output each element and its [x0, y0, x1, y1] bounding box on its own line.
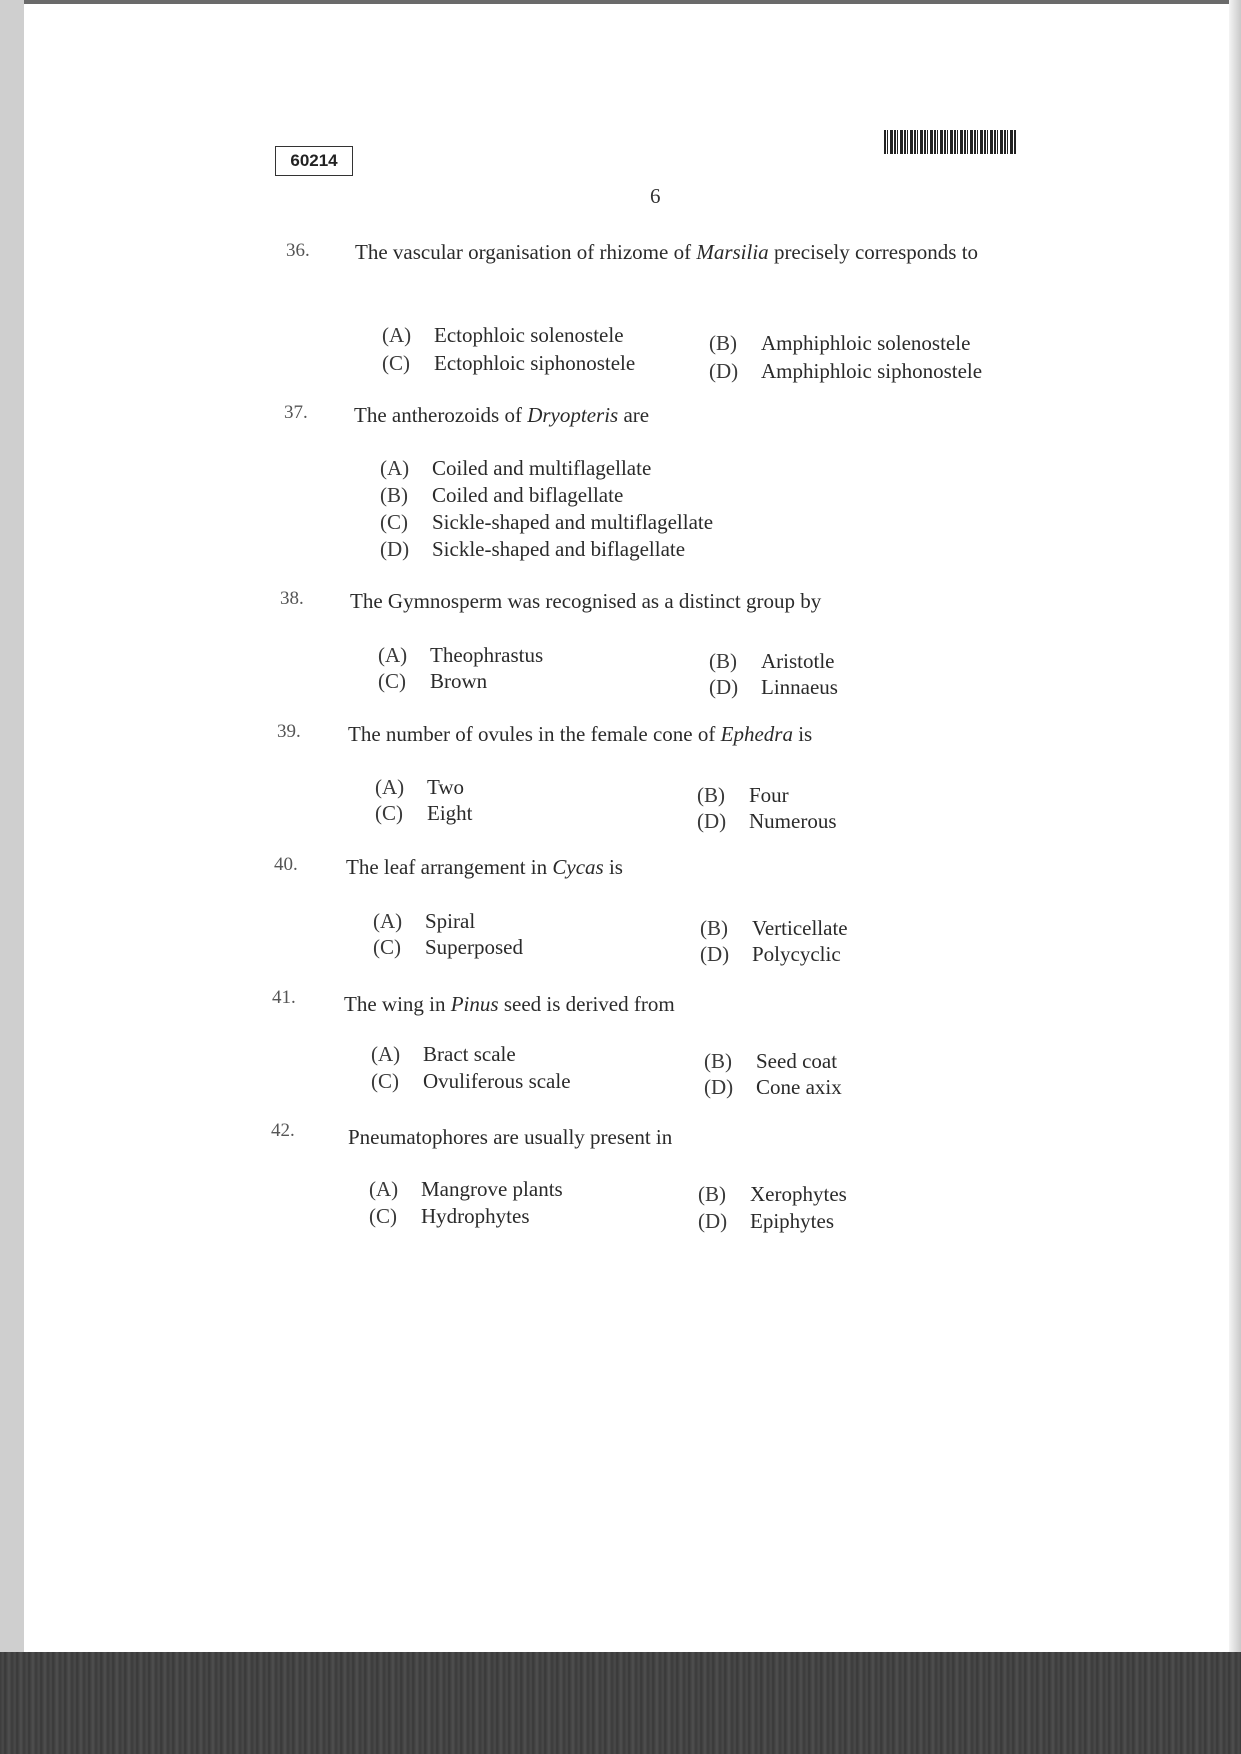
option-label: (C): [378, 669, 406, 693]
option-c: [371, 1069, 571, 1094]
option-d: [709, 675, 838, 700]
question-text-part: The Gymnosperm was recognised as a distinct group by: [350, 589, 822, 613]
scan-edge-bottom: [0, 1652, 1241, 1754]
option-d: [698, 1209, 834, 1234]
option-text: Eight: [427, 801, 473, 825]
option-c: [378, 669, 487, 694]
question-number: 38.: [280, 588, 304, 609]
question-number: 39.: [277, 721, 301, 742]
question-text-part: Pneumatophores are usually present in: [348, 1125, 673, 1149]
scan-edge-right: [1229, 0, 1241, 1652]
question-number: 37.: [284, 402, 308, 423]
barcode-image: [884, 130, 1016, 154]
question-text-italic: Dryopteris: [527, 403, 619, 427]
question-text: [344, 992, 675, 1017]
option-label: (D): [704, 1075, 734, 1099]
option-label: (A): [369, 1177, 399, 1201]
option-d: [380, 537, 685, 562]
option-text: Theophrastus: [430, 643, 544, 667]
option-d: [709, 359, 982, 384]
question-text: [350, 589, 821, 614]
option-label: (D): [709, 359, 739, 383]
option-text: Cone axix: [756, 1075, 842, 1099]
option-label: (C): [373, 935, 401, 959]
option-label: (A): [382, 323, 412, 347]
question-number: 36.: [286, 240, 310, 261]
question-text-italic: Marsilia: [696, 240, 769, 264]
option-label: (C): [382, 351, 410, 375]
option-text: Ovuliferous scale: [423, 1069, 571, 1093]
option-label: (D): [697, 809, 727, 833]
question-number: 41.: [272, 987, 296, 1008]
option-text: Brown: [430, 669, 488, 693]
option-d: [704, 1075, 842, 1100]
question-text-part: precisely corresponds to: [768, 240, 979, 264]
option-label: (A): [371, 1042, 401, 1066]
option-text: Hydrophytes: [421, 1204, 530, 1228]
question-text-italic: Pinus: [450, 992, 499, 1016]
option-a: [371, 1042, 516, 1067]
option-text: Amphiphloic solenostele: [761, 331, 971, 355]
option-a: [369, 1177, 563, 1202]
option-d: [700, 942, 841, 967]
option-b: [700, 916, 848, 941]
option-label: (C): [371, 1069, 399, 1093]
option-text: Polycyclic: [752, 942, 841, 966]
question-text-part: The antherozoids of: [354, 403, 528, 427]
page-number: 6: [650, 184, 661, 208]
option-text: Xerophytes: [750, 1182, 847, 1206]
option-text: Two: [427, 775, 465, 799]
option-text: Ectophloic siphonostele: [434, 351, 636, 375]
option-a: [373, 909, 475, 934]
option-b: [709, 649, 835, 674]
option-label: (B): [697, 783, 725, 807]
option-label: (B): [709, 331, 737, 355]
option-label: (C): [369, 1204, 397, 1228]
option-label: (D): [700, 942, 730, 966]
question-text-italic: Ephedra: [720, 722, 793, 746]
option-label: (D): [380, 537, 410, 561]
option-label: (A): [375, 775, 405, 799]
option-label: (D): [698, 1209, 728, 1233]
question-text-part: The wing in: [344, 992, 451, 1016]
option-text: Sickle-shaped and biflagellate: [432, 537, 686, 561]
question-text-part: The vascular organisation of rhizome of: [355, 240, 697, 264]
option-c: [369, 1204, 530, 1229]
option-label: (C): [375, 801, 403, 825]
option-label: (D): [709, 675, 739, 699]
option-b: [697, 783, 789, 808]
option-label: (A): [378, 643, 408, 667]
option-text: Four: [749, 783, 789, 807]
option-label: (B): [380, 483, 408, 507]
option-b: [709, 331, 970, 356]
question-text-part: is: [603, 855, 623, 879]
paper-code: 60214: [275, 146, 353, 176]
question-text-italic: Cycas: [552, 855, 604, 879]
question-text: [354, 403, 649, 428]
question-text: [346, 855, 623, 880]
option-label: (B): [698, 1182, 726, 1206]
option-b: [380, 483, 623, 508]
question-text-part: is: [792, 722, 813, 746]
option-text: Aristotle: [761, 649, 835, 673]
option-text: Verticellate: [752, 916, 848, 940]
option-b: [698, 1182, 847, 1207]
option-text: Numerous: [749, 809, 837, 833]
option-text: Ectophloic solenostele: [434, 323, 624, 347]
option-a: [380, 456, 651, 481]
option-c: [382, 351, 635, 376]
option-text: Epiphytes: [750, 1209, 834, 1233]
option-label: (B): [709, 649, 737, 673]
option-label: (A): [380, 456, 410, 480]
question-text-part: seed is derived from: [498, 992, 675, 1016]
option-d: [697, 809, 837, 834]
scan-edge-top: [24, 0, 1241, 4]
option-text: Mangrove plants: [421, 1177, 563, 1201]
question-text: [355, 240, 1027, 264]
option-text: Amphiphloic siphonostele: [761, 359, 983, 383]
option-label: (B): [704, 1049, 732, 1073]
option-a: [378, 643, 543, 668]
option-text: Superposed: [425, 935, 523, 959]
question-text: [348, 722, 812, 747]
option-a: [382, 323, 624, 348]
option-a: [375, 775, 464, 800]
question-number: 40.: [274, 854, 298, 875]
option-text: Sickle-shaped and multiflagellate: [432, 510, 714, 534]
question-text-part: The leaf arrangement in: [346, 855, 553, 879]
option-c: [375, 801, 473, 826]
option-text: Coiled and multiflagellate: [432, 456, 652, 480]
question-text-part: are: [618, 403, 650, 427]
option-c: [373, 935, 523, 960]
scan-edge-left: [0, 0, 24, 1754]
option-c: [380, 510, 713, 535]
option-text: Bract scale: [423, 1042, 516, 1066]
option-text: Coiled and biflagellate: [432, 483, 624, 507]
question-number: 42.: [271, 1120, 295, 1141]
option-label: (B): [700, 916, 728, 940]
option-label: (C): [380, 510, 408, 534]
option-label: (A): [373, 909, 403, 933]
option-text: Spiral: [425, 909, 476, 933]
option-text: Linnaeus: [761, 675, 838, 699]
question-text-part: The number of ovules in the female cone of: [348, 722, 721, 746]
option-text: Seed coat: [756, 1049, 838, 1073]
question-text: [348, 1125, 672, 1150]
option-b: [704, 1049, 837, 1074]
